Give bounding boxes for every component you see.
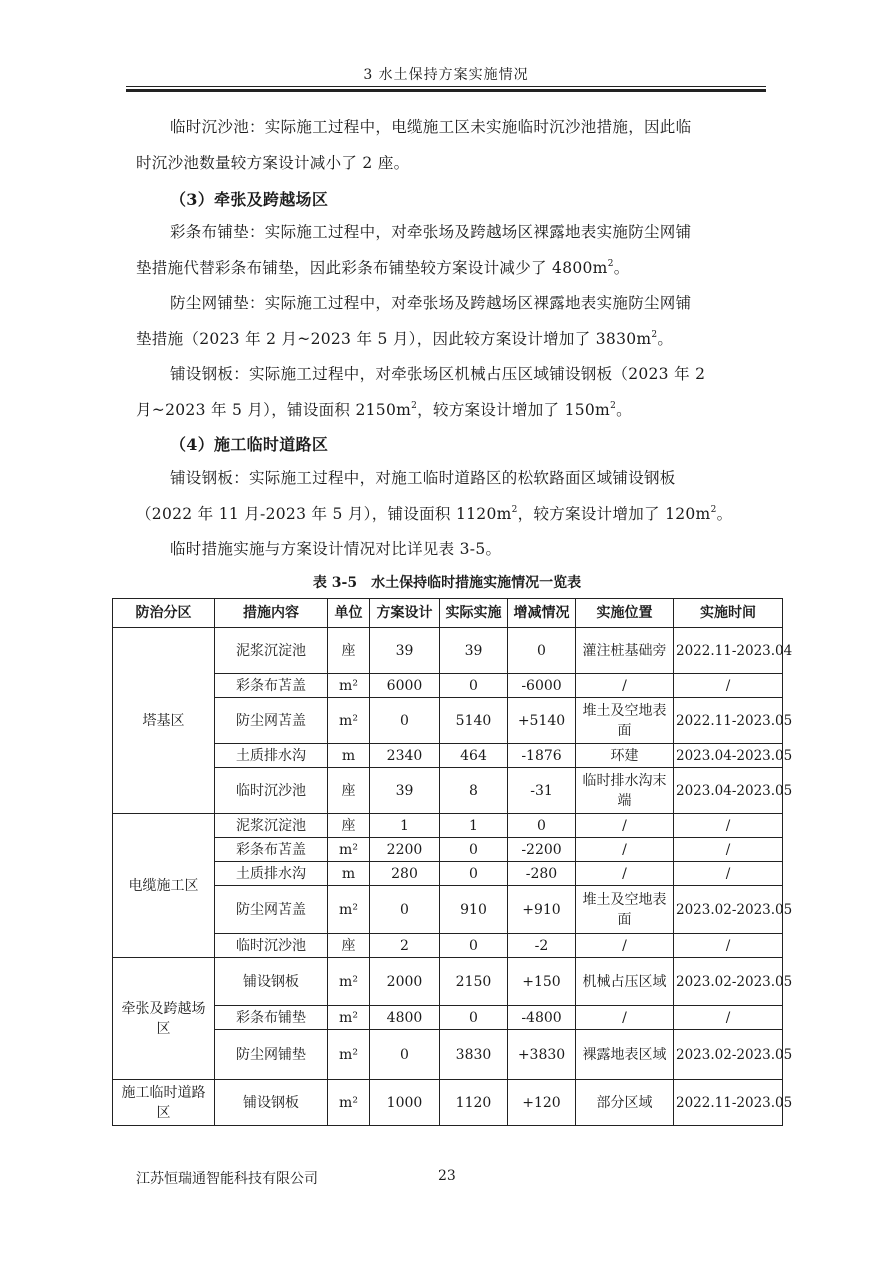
text-line	[136, 460, 761, 496]
text-line	[136, 145, 761, 181]
superscript: 2	[411, 400, 418, 411]
table-cell: /	[674, 674, 783, 698]
text: 。	[657, 330, 674, 348]
table-cell: 0	[370, 886, 440, 934]
table-cell: m²	[328, 1080, 370, 1126]
table-cell: +120	[508, 1080, 576, 1126]
zone-cell: 塔基区	[113, 628, 215, 814]
text: 临时沉沙池：实际施工过程中，电缆施工区未实施临时沉沙池措施，因此临	[170, 118, 692, 136]
table-cell: /	[674, 934, 783, 958]
table-cell: -31	[508, 768, 576, 814]
table-cell: 2	[370, 934, 440, 958]
text: 。	[616, 401, 632, 419]
table-caption: 表 3-5 水土保持临时措施实施情况一览表	[312, 575, 582, 591]
table-cell: 0	[440, 838, 508, 862]
table-cell: 座	[328, 814, 370, 838]
table-cell: 0	[508, 814, 576, 838]
text: 垫措施（2023 年 2 月~2023 年 5 月），因此较方案设计增加了 3830m	[136, 330, 652, 348]
text: ，较方案设计增加了 120m	[517, 505, 711, 523]
text-line	[136, 214, 761, 250]
table-cell: 2023.04-2023.05	[674, 768, 783, 814]
zone-cell: 牵张及跨越场区	[113, 958, 215, 1080]
table-cell: 1120	[440, 1080, 508, 1126]
table-cell: 0	[440, 674, 508, 698]
text: （2022 年 11 月-2023 年 5 月），铺设面积 1120m	[136, 505, 512, 523]
table-cell: 防尘网苫盖	[215, 886, 328, 934]
superscript: 2	[651, 329, 658, 340]
text-line	[136, 109, 761, 145]
table-cell: 3830	[440, 1030, 508, 1080]
text-line	[136, 250, 761, 286]
header-rule-thin	[126, 86, 766, 87]
superscript: 2	[610, 400, 617, 411]
text-line	[136, 321, 761, 357]
table-cell: 1	[370, 814, 440, 838]
table-cell: /	[674, 838, 783, 862]
table-cell: 座	[328, 934, 370, 958]
table-cell: 彩条布苫盖	[215, 838, 328, 862]
section-heading-3: （3）牵张及跨越场区	[170, 190, 329, 209]
column-header: 措施内容	[215, 599, 328, 628]
table-cell: 彩条布苫盖	[215, 674, 328, 698]
text: 铺设钢板：实际施工过程中，对牵张场区机械占压区域铺设钢板（2023 年 2	[170, 365, 706, 383]
running-header: 3 水土保持方案实施情况	[363, 67, 529, 83]
table-cell: 0	[440, 862, 508, 886]
text: 铺设钢板：实际施工过程中，对施工临时道路区的松软路面区域铺设钢板	[170, 469, 676, 487]
page-number: 23	[438, 1168, 456, 1184]
table-cell: 2022.11-2023.05	[674, 698, 783, 744]
column-header: 防治分区	[113, 599, 215, 628]
table-cell: 铺设钢板	[215, 1080, 328, 1126]
column-header: 实施时间	[674, 599, 783, 628]
text: 防尘网铺垫：实际施工过程中，对牵张场及跨越场区裸露地表实施防尘网铺	[170, 294, 692, 312]
table-cell: /	[576, 934, 674, 958]
text: 垫措施代替彩条布铺垫，因此彩条布铺垫较方案设计减少了 4800m	[136, 259, 608, 277]
table-cell: +3830	[508, 1030, 576, 1080]
table-cell: 座	[328, 628, 370, 674]
table-cell: +910	[508, 886, 576, 934]
table-cell: 2340	[370, 744, 440, 768]
table-cell: -4800	[508, 1006, 576, 1030]
table-cell: m²	[328, 886, 370, 934]
text: 月~2023 年 5 月），铺设面积 2150m	[136, 401, 412, 419]
superscript: 2	[710, 504, 717, 515]
table-cell: +5140	[508, 698, 576, 744]
table-cell: 2023.02-2023.05	[674, 958, 783, 1006]
paragraph-steel-plate	[136, 356, 761, 428]
table-cell: 2023.04-2023.05	[674, 744, 783, 768]
paragraph-table-reference	[136, 531, 761, 567]
table-cell: 临时沉沙池	[215, 934, 328, 958]
superscript: 2	[511, 504, 518, 515]
table-cell: 6000	[370, 674, 440, 698]
table-cell: 1000	[370, 1080, 440, 1126]
text-line	[136, 356, 761, 392]
table-cell: 防尘网苫盖	[215, 698, 328, 744]
table-cell: 1	[440, 814, 508, 838]
table-cell: 堆土及空地表面	[576, 698, 674, 744]
table-cell: 0	[440, 1006, 508, 1030]
table-cell: m²	[328, 838, 370, 862]
text-line	[136, 285, 761, 321]
table-cell: 部分区域	[576, 1080, 674, 1126]
column-header: 实施位置	[576, 599, 674, 628]
table-cell: 910	[440, 886, 508, 934]
table-cell: /	[576, 838, 674, 862]
footer-company: 江苏恒瑞通智能科技有限公司	[136, 1171, 318, 1187]
temporary-measures-table	[112, 598, 793, 1126]
table-cell: 环建	[576, 744, 674, 768]
text-line	[136, 392, 761, 428]
text-line	[136, 496, 761, 532]
table-cell: /	[576, 814, 674, 838]
table-cell: m²	[328, 674, 370, 698]
table-cell: 2150	[440, 958, 508, 1006]
table-cell: 土质排水沟	[215, 862, 328, 886]
table-cell: m	[328, 862, 370, 886]
table-cell: /	[576, 1006, 674, 1030]
column-header: 实际实施	[440, 599, 508, 628]
table-cell: 39	[370, 768, 440, 814]
table-row	[113, 814, 783, 838]
table-cell: 泥浆沉淀池	[215, 814, 328, 838]
table-cell: 39	[440, 628, 508, 674]
table-cell: 2022.11-2023.05	[674, 1080, 783, 1126]
table-cell: /	[674, 862, 783, 886]
table-cell: 2000	[370, 958, 440, 1006]
text: 。	[613, 259, 630, 277]
table-cell: 座	[328, 768, 370, 814]
table-cell: m²	[328, 698, 370, 744]
text: 临时措施实施与方案设计情况对比详见表 3-5。	[170, 540, 502, 558]
paragraph-sedimentation-tank	[136, 109, 761, 181]
table-cell: 泥浆沉淀池	[215, 628, 328, 674]
section-heading-4: （4）施工临时道路区	[170, 435, 329, 454]
table-cell: 5140	[440, 698, 508, 744]
table-cell: 机械占压区域	[576, 958, 674, 1006]
table-cell: /	[674, 1006, 783, 1030]
table-row	[113, 958, 783, 1006]
table-cell: 464	[440, 744, 508, 768]
table-cell: 土质排水沟	[215, 744, 328, 768]
column-header: 增减情况	[508, 599, 576, 628]
zone-cell: 电缆施工区	[113, 814, 215, 958]
paragraph-colored-cloth	[136, 214, 761, 286]
table-cell: 0	[370, 1030, 440, 1080]
table-cell: 2200	[370, 838, 440, 862]
table-cell: m²	[328, 1030, 370, 1080]
table-cell: -2	[508, 934, 576, 958]
column-header: 方案设计	[370, 599, 440, 628]
header-rule-thick	[126, 89, 766, 92]
table-cell: 堆土及空地表面	[576, 886, 674, 934]
table-cell: 防尘网铺垫	[215, 1030, 328, 1080]
table-cell: 0	[370, 698, 440, 744]
column-header: 单位	[328, 599, 370, 628]
table-cell: 0	[440, 934, 508, 958]
table-header-row	[113, 599, 783, 628]
table-cell: 铺设钢板	[215, 958, 328, 1006]
text: 彩条布铺垫：实际施工过程中，对牵张场及跨越场区裸露地表实施防尘网铺	[170, 223, 692, 241]
zone-cell: 施工临时道路区	[113, 1080, 215, 1126]
text: 。	[716, 505, 733, 523]
text: ，较方案设计增加了 150m	[417, 401, 611, 419]
paragraph-road-steel-plate	[136, 460, 761, 532]
paragraph-dust-net	[136, 285, 761, 357]
text: 时沉沙池数量较方案设计减小了 2 座。	[136, 154, 410, 172]
table-cell: 4800	[370, 1006, 440, 1030]
table-cell: 39	[370, 628, 440, 674]
table-cell: -2200	[508, 838, 576, 862]
table-cell: 2023.02-2023.05	[674, 886, 783, 934]
table-cell: 2023.02-2023.05	[674, 1030, 783, 1080]
table-cell: 裸露地表区域	[576, 1030, 674, 1080]
superscript: 2	[607, 258, 614, 269]
table-cell: /	[674, 814, 783, 838]
table-cell: +150	[508, 958, 576, 1006]
table-cell: 彩条布铺垫	[215, 1006, 328, 1030]
table-cell: -280	[508, 862, 576, 886]
table-cell: 灌注桩基础旁	[576, 628, 674, 674]
table-cell: m²	[328, 958, 370, 1006]
table-cell: m	[328, 744, 370, 768]
table-cell: /	[576, 674, 674, 698]
table-cell: -1876	[508, 744, 576, 768]
table-cell: -6000	[508, 674, 576, 698]
table-cell: 临时沉沙池	[215, 768, 328, 814]
table-cell: 2022.11-2023.04	[674, 628, 783, 674]
table-row	[113, 1080, 783, 1126]
table-cell: 280	[370, 862, 440, 886]
table-cell: m²	[328, 1006, 370, 1030]
table-cell: 0	[508, 628, 576, 674]
table-cell: 8	[440, 768, 508, 814]
table-cell: 临时排水沟末端	[576, 768, 674, 814]
table-cell: /	[576, 862, 674, 886]
text-line	[136, 531, 761, 567]
table-row	[113, 628, 783, 674]
